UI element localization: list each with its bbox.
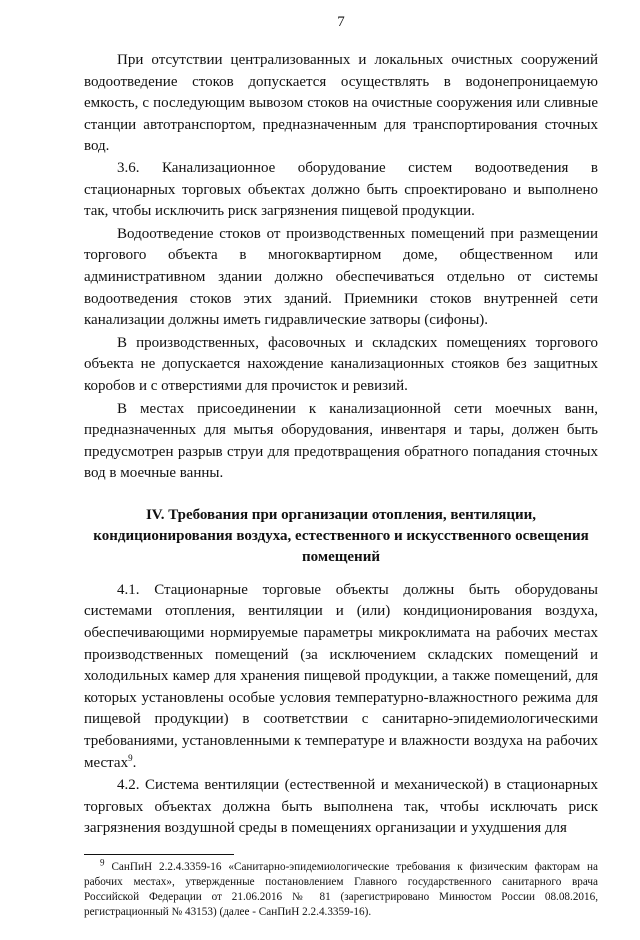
footnote <box>84 857 598 920</box>
footnote-separator <box>84 854 234 855</box>
paragraph-4-1 <box>84 580 598 774</box>
paragraph: В производственных, фасовочных и складских помещениях торгового объекта не допускается нахождение канализационных стояков без защитных коробов и с отверстиями для прочисток и ревизий. <box>84 334 598 394</box>
footnote-reference[interactable]: 9 <box>128 752 133 763</box>
page-number: 7 <box>337 14 345 30</box>
footnote-marker: 9 <box>100 857 105 868</box>
footnote-text: СанПиН 2.2.4.3359-16 «Санитарно-эпидемиологические требования к физическим факторам на рабочих местах», утвержденные постановлением Главного государственного санитарного врача Российской Федерации от 21.06.2016 № 81 (зарегистрировано Минюстом России 08.08.2016, регистрационный № 43153) (далее - СанПиН 2.2.4.3359-16). <box>84 861 598 918</box>
section-heading: IV. Требования при организации отопления, вентиляции, кондиционирования воздуха, естественного и искусственного освещения помещений <box>93 506 589 565</box>
paragraph-4-2: 4.2. Система вентиляции (естественной и механической) в стационарных торговых объектах должна быть выполнена так, чтобы исключать риск загрязнения воздушной среды в помещениях организации и ухудшения для <box>84 777 598 837</box>
paragraph: При отсутствии централизованных и локальных очистных сооружений водоотведение стоков допускается осуществлять в водонепроницаемую емкость, с последующим вывозом стоков на очистные сооружения или сливные станции автотранспортом, предназначенным для транспортирования сточных вод. <box>84 52 598 155</box>
paragraph: Водоотведение стоков от производственных помещений при размещении торгового объекта в многоквартирном доме, общественном или административном здании должно обеспечиваться отдельно от системы водоотведения стоков этих зданий. Приемники стоков внутренней сети канализации должны иметь гидравлические затворы (сифоны). <box>84 225 598 329</box>
paragraph: В местах присоединении к канализационной сети моечных ванн, предназначенных для мытья оборудования, инвентаря и тары, должен быть предусмотрен разрыв струи для предотвращения обратного попадания сточных вод в моечные ванны. <box>84 400 598 482</box>
paragraph-4-1-text: 4.1. Стационарные торговые объекты должны быть оборудованы системами отопления, вентиляции и (или) кондиционирования воздуха, обеспечивающими нормируемые параметры микроклимата на рабочих местах производственных помещений (за исключением складских помещений и холодильных камер для хранения пищевой продукции, а также помещений, для которых установлены особые условия температурно-влажностного режима для пищевой продукции) в соответствии с санитарно-эпидемиологическими требованиями, установленными к температуре и влажности воздуха на рабочих местах <box>84 581 598 771</box>
paragraph-4-1-end: . <box>132 754 137 771</box>
paragraph: 3.6. Канализационное оборудование систем водоотведения в стационарных торговых объектах должно быть спроектировано и выполнено так, чтобы исключить риск загрязнения пищевой продукции. <box>84 159 598 220</box>
document-body <box>84 50 598 840</box>
